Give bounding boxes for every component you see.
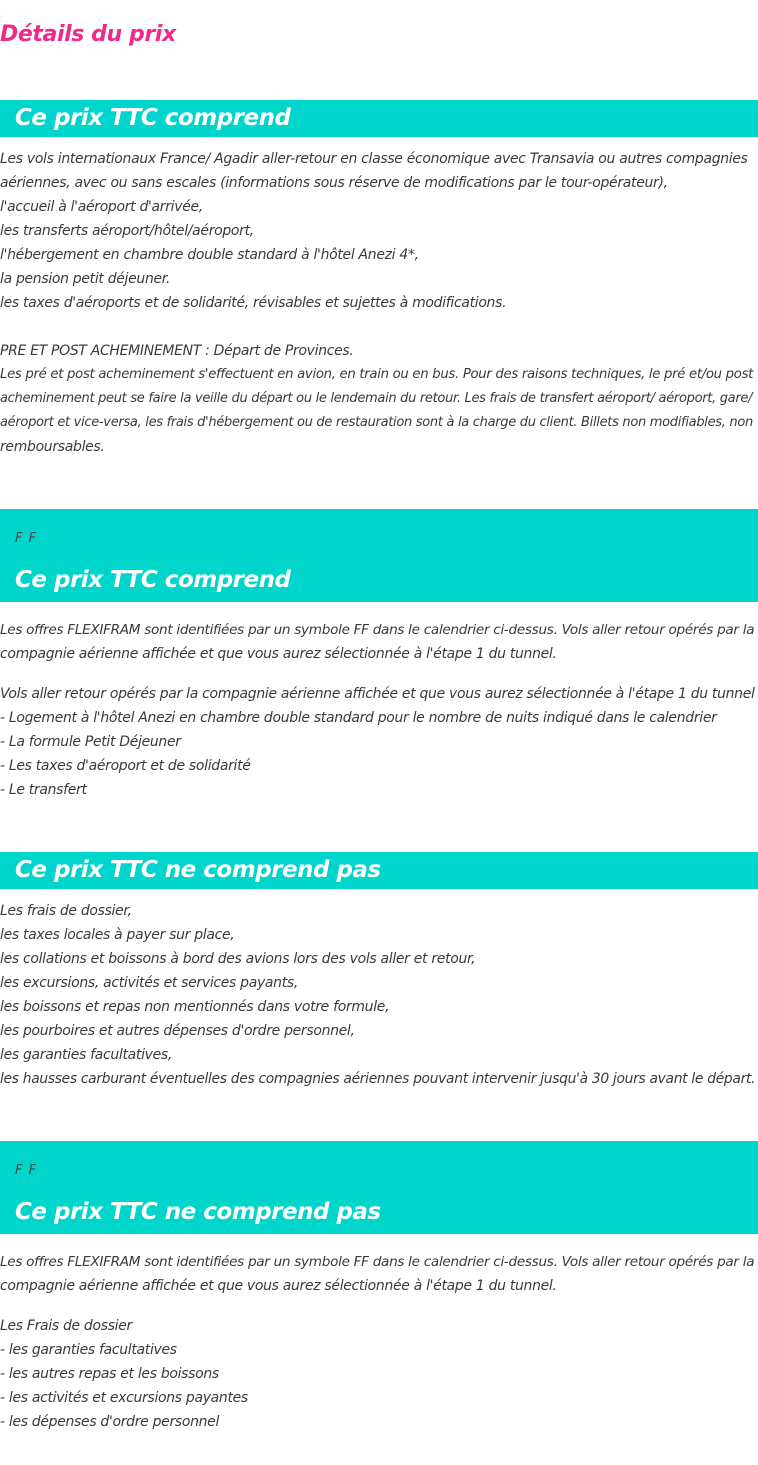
list-line: PRE ET POST ACHEMINEMENT : Départ de Provinces. (0, 343, 354, 359)
list-line: - les autres repas et les boissons (0, 1366, 219, 1382)
list-line: Les frais de dossier, (0, 903, 132, 919)
list-line: les garanties facultatives, (0, 1047, 173, 1063)
intro-line: Les offres FLEXIFRAM sont identifiées par un symbole FF dans le calendrier ci-dessus. Vols aller retour opérés par la (0, 622, 755, 638)
list-line: - Logement à l'hôtel Anezi en chambre double standard pour le nombre de nuits indiqué dans le calendrier (0, 710, 717, 726)
list-line: acheminement peut se faire la veille du départ ou le lendemain du retour. Les frais de transfert aéroport/ aéroport, gare/ (0, 391, 753, 406)
list-line: les boissons et repas non mentionnés dans votre formule, (0, 999, 390, 1015)
section-header-not-included (0, 852, 758, 889)
list-line: - les garanties facultatives (0, 1342, 177, 1358)
section-title: Ce prix TTC ne comprend pas (15, 1199, 381, 1225)
section-header-flexifram-not-included (0, 1141, 758, 1234)
flexifram-included-list (0, 682, 758, 802)
list-line (0, 315, 758, 339)
list-line: les taxes locales à payer sur place, (0, 927, 235, 943)
list-line: Les vols internationaux France/ Agadir aller-retour en classe économique avec Transavia ou autres compagnies (0, 151, 748, 167)
not-included-list (0, 899, 758, 1091)
list-line: - les dépenses d'ordre personnel (0, 1414, 220, 1430)
list-line: Les Frais de dossier (0, 1318, 132, 1334)
list-line: les taxes d'aéroports et de solidarité, révisables et sujettes à modifications. (0, 295, 507, 311)
list-line: Vols aller retour opérés par la compagnie aérienne affichée et que vous aurez sélectionnée à l'étape 1 du tunnel (0, 686, 755, 702)
section-title: Ce prix TTC comprend (15, 105, 291, 131)
flexifram-code: F F (15, 531, 38, 546)
section-title: Ce prix TTC comprend (15, 567, 291, 593)
list-line: - Le transfert (0, 782, 87, 798)
list-line: l'accueil à l'aéroport d'arrivée, (0, 199, 203, 215)
flexifram-code: F F (15, 1163, 38, 1178)
list-line: Les pré et post acheminement s'effectuent en avion, en train ou en bus. Pour des raisons techniques, le pré et/ou post (0, 367, 754, 382)
intro-line: compagnie aérienne affichée et que vous aurez sélectionnée à l'étape 1 du tunnel. (0, 1278, 557, 1294)
flexifram-intro (0, 1250, 758, 1298)
flexifram-not-included-list (0, 1314, 758, 1434)
flexifram-intro (0, 618, 758, 666)
page-title: Détails du prix (0, 22, 176, 47)
list-line: les excursions, activités et services payants, (0, 975, 298, 991)
list-line: les transferts aéroport/hôtel/aéroport, (0, 223, 254, 239)
list-line: remboursables. (0, 439, 105, 455)
included-list (0, 147, 758, 459)
list-line: les collations et boissons à bord des avions lors des vols aller et retour, (0, 951, 476, 967)
intro-line: compagnie aérienne affichée et que vous aurez sélectionnée à l'étape 1 du tunnel. (0, 646, 557, 662)
list-line: aéroport et vice-versa, les frais d'hébergement ou de restauration sont à la charge du client. Billets non modifiables, non (0, 415, 753, 430)
list-line: - La formule Petit Déjeuner (0, 734, 181, 750)
list-line: les hausses carburant éventuelles des compagnies aériennes pouvant intervenir jusqu'à 30 jours avant le départ. (0, 1071, 756, 1087)
list-line: l'hébergement en chambre double standard à l'hôtel Anezi 4*, (0, 247, 419, 263)
section-header-flexifram-included (0, 509, 758, 602)
section-header-included (0, 100, 758, 137)
section-title: Ce prix TTC ne comprend pas (15, 857, 381, 883)
list-line: aériennes, avec ou sans escales (informations sous réserve de modifications par le tour-opérateur), (0, 175, 668, 191)
list-line: la pension petit déjeuner. (0, 271, 171, 287)
list-line: - Les taxes d'aéroport et de solidarité (0, 758, 251, 774)
intro-line: Les offres FLEXIFRAM sont identifiées par un symbole FF dans le calendrier ci-dessus. Vols aller retour opérés par la (0, 1254, 755, 1270)
list-line: - les activités et excursions payantes (0, 1390, 248, 1406)
list-line: les pourboires et autres dépenses d'ordre personnel, (0, 1023, 355, 1039)
